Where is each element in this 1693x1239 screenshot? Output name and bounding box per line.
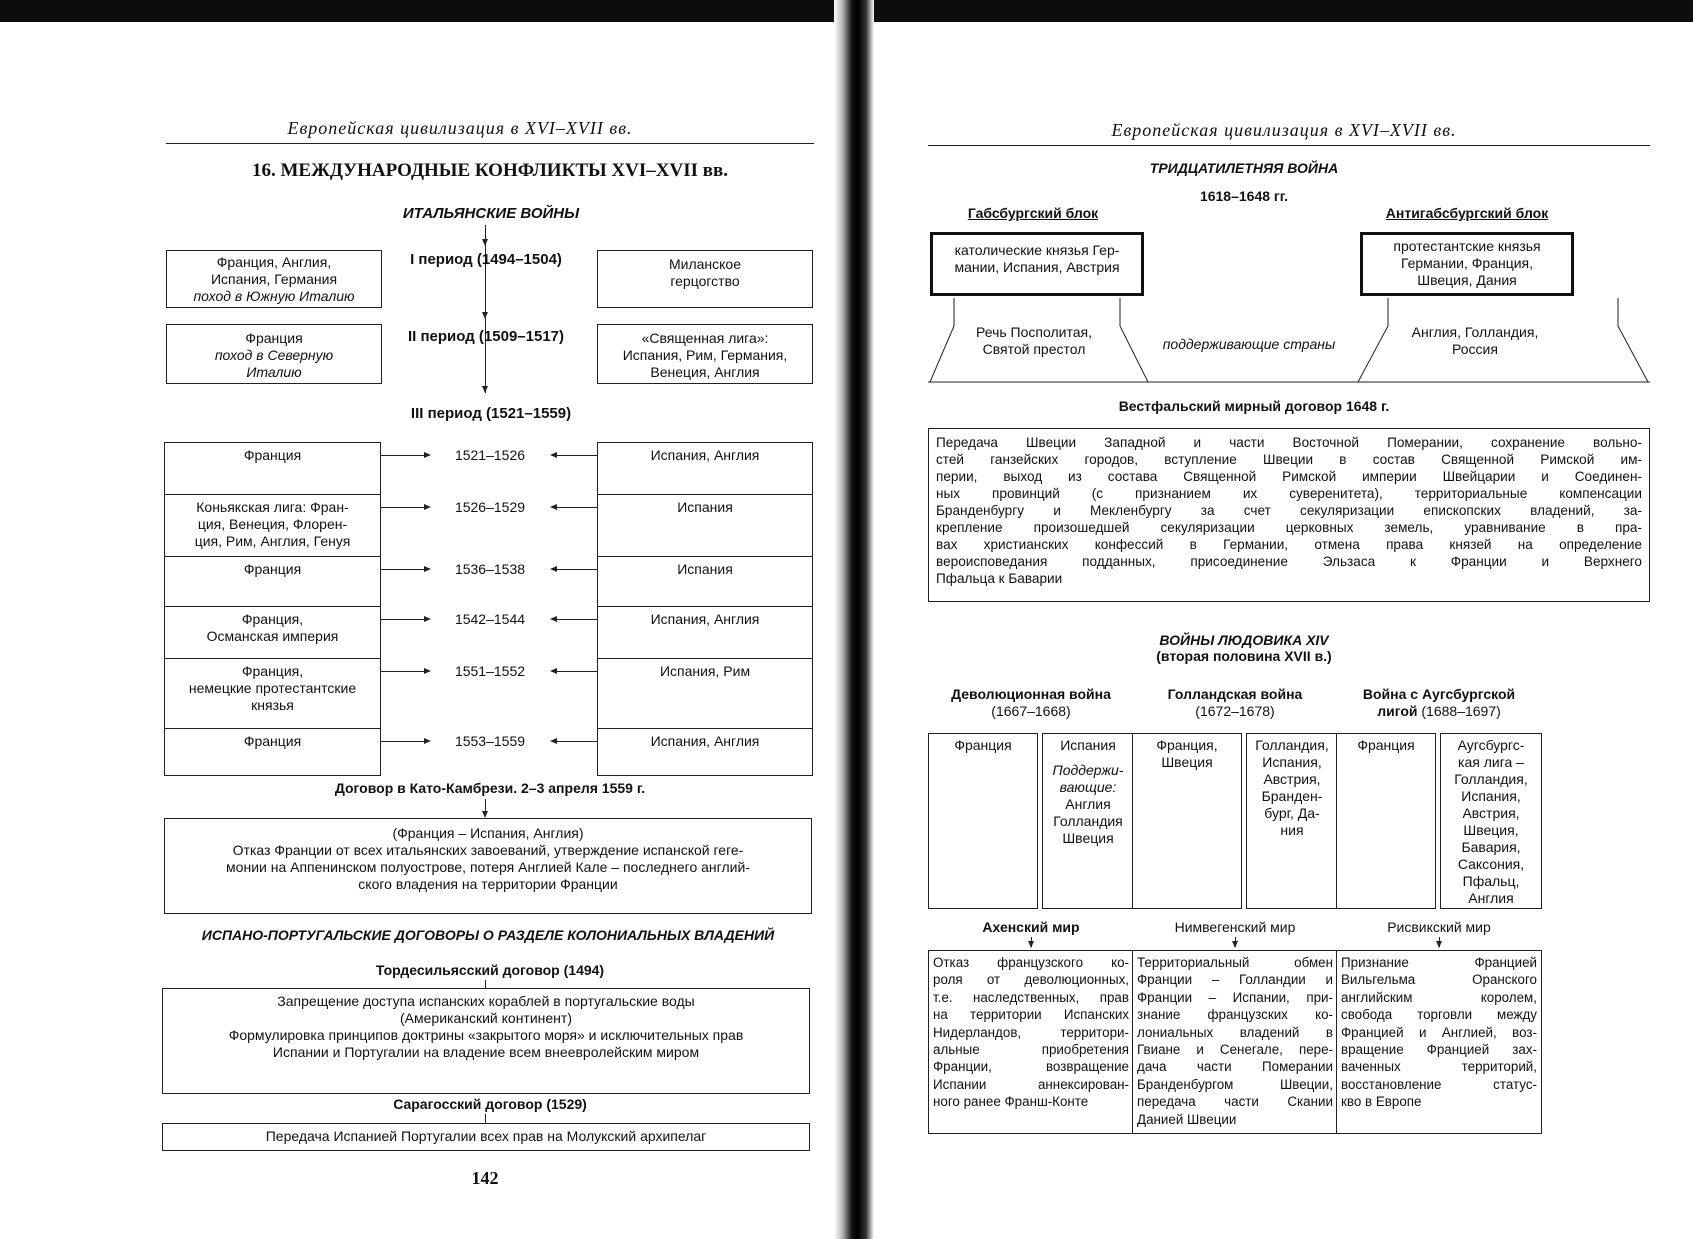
peace-text-line: альные приобретения bbox=[933, 1042, 1129, 1058]
war-years: (1667–1668) bbox=[991, 703, 1071, 719]
war-supporters: Англия bbox=[1065, 796, 1111, 812]
treaty-parties: (Франция – Испания, Англия) bbox=[392, 825, 584, 841]
period1-left-line: Испания, Германия bbox=[210, 271, 338, 287]
period2-left-line: поход в Северную bbox=[214, 347, 334, 363]
peace-text-line: т.е. наследственных, прав bbox=[933, 989, 1129, 1005]
support-left-line: Святой престол bbox=[982, 341, 1086, 357]
thirty-years-dates: 1618–1648 гг. bbox=[1199, 188, 1289, 204]
arrow-left bbox=[550, 616, 557, 622]
row-divider bbox=[164, 494, 381, 495]
period3-row-left bbox=[166, 499, 379, 550]
westphalia-line: стей ганзейских городов, вступление Швеции в состав Священной Римской им- bbox=[936, 452, 1642, 467]
header-rule bbox=[166, 143, 814, 144]
habsburg-line: католические князья Гер- bbox=[954, 242, 1120, 258]
period3-label: III период (1521–1559) bbox=[410, 405, 572, 422]
peace-text-line: Франции, возвращение bbox=[933, 1059, 1129, 1075]
arrow-left bbox=[550, 566, 557, 572]
louis-heading: ВОЙНЫ ЛЮДОВИКА XIV bbox=[1159, 632, 1329, 648]
war-supporters-label: вающие: bbox=[1059, 779, 1117, 795]
period3-row-left bbox=[166, 447, 379, 464]
war-side-right-line: Швеция, bbox=[1463, 822, 1519, 838]
arrow-right bbox=[424, 504, 431, 510]
period3-row-left bbox=[166, 561, 379, 578]
peace-title: Ахенский мир bbox=[982, 919, 1080, 935]
war-side-left-line: Франция bbox=[954, 737, 1012, 753]
arrow-line bbox=[381, 507, 427, 508]
war-side-right bbox=[1246, 733, 1338, 909]
period1-right-box bbox=[597, 250, 813, 308]
peace-text-box bbox=[1132, 950, 1338, 1134]
war-side-right-line: Бавария, bbox=[1461, 839, 1521, 855]
period3-row-years: 1551–1552 bbox=[454, 663, 526, 679]
treaty-line: монии на Аппенинском полуострове, потеря Англией Кале – последнего англий- bbox=[226, 859, 750, 875]
treaty-title: Договор в Като-Камбрези. 2–3 апреля 1559 г. bbox=[334, 780, 646, 796]
period3-row-left-line: Франция bbox=[243, 561, 302, 577]
tordesillas-line: Запрещение доступа испанских кораблей в португальские воды bbox=[277, 993, 695, 1009]
zaragoza-box: Передача Испанией Португалии всех прав на Молукский архипелаг bbox=[162, 1123, 810, 1151]
period1-label: I период (1494–1504) bbox=[410, 251, 562, 268]
war-name-cont: лигой bbox=[1377, 703, 1418, 719]
period3-row-left-line: князья bbox=[251, 697, 294, 713]
period3-row-left-line: Османская империя bbox=[206, 628, 339, 644]
habsburg-label: Габсбургский блок bbox=[967, 205, 1099, 221]
period3-row-left-line: ция, Венеция, Флорен- bbox=[197, 516, 348, 532]
peace-text-line: знание французских ко- bbox=[1137, 1007, 1333, 1023]
period3-row-left-line: Франция, bbox=[241, 663, 304, 679]
war-side-left bbox=[1336, 733, 1436, 909]
peace-text-line: Отказ французского ко- bbox=[933, 955, 1129, 970]
left-page bbox=[0, 22, 834, 1239]
arrow-line bbox=[552, 671, 597, 672]
arrow-right bbox=[424, 738, 431, 744]
war-name: Деволюционная война bbox=[951, 686, 1111, 702]
period3-row-left-line: ция, Рим, Англия, Генуя bbox=[194, 533, 351, 549]
war-side-right-line: кая лига – bbox=[1458, 754, 1524, 770]
support-right-line: Англия, Голландия, bbox=[1411, 324, 1539, 340]
period3-row-left-line: Франция, bbox=[241, 611, 304, 627]
war-side-right-line: Австрия, bbox=[1263, 771, 1321, 787]
period2-left-line: Франция bbox=[245, 330, 303, 346]
war-years-line bbox=[1132, 703, 1338, 720]
period2-label: II период (1509–1517) bbox=[407, 328, 564, 345]
page-title: 16. МЕЖДУНАРОДНЫЕ КОНФЛИКТЫ XVI–XVII вв. bbox=[251, 160, 729, 181]
peace-text-line: лониальных владений в bbox=[1137, 1024, 1333, 1040]
row-divider bbox=[164, 658, 381, 659]
peace-text-line: Испании аннексирован- bbox=[933, 1076, 1129, 1092]
war-side-right-line: Испания, bbox=[1262, 754, 1322, 770]
war-side-left bbox=[928, 733, 1038, 909]
war-side-right-line: Испания bbox=[1060, 737, 1116, 753]
arrow-line bbox=[552, 455, 597, 456]
row-divider bbox=[164, 606, 381, 607]
peace-text-line: дача части Померании bbox=[1137, 1059, 1333, 1075]
war-supporters: Швеция bbox=[1062, 830, 1114, 846]
westphalia-line: ных провинций (с признанием их суверенитета), территориальные компенсации bbox=[936, 486, 1642, 501]
arrow-line bbox=[552, 619, 597, 620]
westphalia-line: перии, выход из состава Священной Римской империи Швейцарии и Соединен- bbox=[936, 469, 1642, 484]
war-header bbox=[1336, 686, 1542, 720]
thirty-years-heading: ТРИДЦАТИЛЕТНЯЯ ВОЙНА bbox=[1149, 160, 1339, 176]
war-side-left-line: Франция, bbox=[1156, 737, 1218, 753]
spacer bbox=[1043, 754, 1133, 762]
period3-row-right: Испания bbox=[677, 499, 733, 515]
period3-row-right: Испания, Англия bbox=[650, 447, 760, 463]
period3-row-years: 1536–1538 bbox=[454, 561, 526, 577]
period1-left-line: Франция, Англия, bbox=[216, 254, 332, 270]
war-side-right-line: Англия bbox=[1468, 890, 1514, 906]
right-page bbox=[874, 22, 1693, 1239]
arrow-down bbox=[482, 312, 488, 319]
anti-line: Швеция, Дания bbox=[1417, 272, 1517, 288]
support-left-box bbox=[944, 324, 1124, 358]
arrow-line bbox=[381, 569, 427, 570]
zaragoza-title: Сарагосский договор (1529) bbox=[250, 1096, 730, 1113]
period1-left-line: поход в Южную Италию bbox=[193, 288, 355, 304]
treaty-line: ского владения на территории Франции bbox=[358, 876, 618, 892]
period3-row-years: 1526–1529 bbox=[454, 499, 526, 515]
peace-text-line: Признание Францией bbox=[1341, 955, 1537, 970]
period2-right-line: Венеция, Англия bbox=[650, 364, 760, 380]
war-side-left-line: Швеция bbox=[1161, 754, 1213, 770]
peace-text-line: восстановление статус- bbox=[1341, 1076, 1537, 1092]
war-side-right-line: Голландия, bbox=[1454, 771, 1528, 787]
tordesillas-box bbox=[162, 988, 810, 1094]
peace-title: Рисвикский мир bbox=[1387, 919, 1491, 935]
war-years: (1672–1678) bbox=[1195, 703, 1275, 719]
peace-text-line: Нидерландов, территори- bbox=[933, 1024, 1129, 1040]
arrow-left bbox=[550, 738, 557, 744]
period1-right-line: герцогство bbox=[670, 273, 740, 289]
war-years-line bbox=[928, 703, 1134, 720]
arrow-line bbox=[381, 741, 427, 742]
row-divider bbox=[597, 494, 813, 495]
arrow-down bbox=[1028, 941, 1034, 948]
peace-text-line: вращение Францией зах- bbox=[1341, 1042, 1537, 1058]
anti-habsburg-box bbox=[1360, 232, 1574, 296]
period3-left-column bbox=[164, 442, 381, 776]
arrow-line bbox=[381, 671, 427, 672]
westphalia-line: крепление произошедшей секуляризации церковных земель, уравнивание в пра- bbox=[936, 520, 1642, 535]
period3-row-left-line: Франция bbox=[243, 447, 302, 463]
arrow-line bbox=[552, 741, 597, 742]
period3-row-right: Испания, Рим bbox=[659, 663, 751, 679]
period2-right-line: «Священная лига»: bbox=[641, 330, 769, 346]
italian-wars-heading: ИТАЛЬЯНСКИЕ ВОЙНЫ bbox=[402, 205, 580, 222]
arrow-line bbox=[552, 569, 597, 570]
war-side-right bbox=[1042, 733, 1134, 909]
support-left-line: Речь Посполитая, bbox=[976, 324, 1092, 340]
peace-text-line: Вильгельма Оранского bbox=[1341, 972, 1537, 988]
period3-row-right: Испания, Англия bbox=[650, 733, 760, 749]
arrow-line bbox=[381, 619, 427, 620]
westphalia-line: Пфальца к Баварии bbox=[936, 571, 1063, 586]
row-divider bbox=[597, 606, 813, 607]
arrow-left bbox=[550, 668, 557, 674]
arrow-down bbox=[482, 239, 488, 246]
peace-text-line: Гвиане и Сенегале, пере- bbox=[1137, 1042, 1333, 1058]
period2-left-box bbox=[166, 324, 382, 384]
westphalia-line: вероисповедания подданных, присоединение Эльзаса к Франции и Верхнего bbox=[936, 554, 1642, 569]
colonial-heading: ИСПАНО-ПОРТУГАЛЬСКИЕ ДОГОВОРЫ О РАЗДЕЛЕ КОЛОНИАЛЬНЫХ ВЛАДЕНИЙ bbox=[201, 927, 775, 943]
period3-row-years: 1542–1544 bbox=[454, 611, 526, 627]
anti-habsburg-label: Антигабсбургский блок bbox=[1385, 205, 1549, 221]
war-side-right-line: Пфальц, bbox=[1462, 873, 1520, 889]
war-supporters-label: Поддержи- bbox=[1052, 762, 1124, 778]
arrow-right bbox=[424, 616, 431, 622]
treaty-line: Отказ Франции от всех итальянских завоеваний, утверждение испанской геге- bbox=[232, 842, 744, 858]
peace-text-line: Территориальный обмен bbox=[1137, 955, 1333, 970]
tordesillas-line: Испании и Португалии на владение всем внеевролейским миром bbox=[272, 1044, 700, 1060]
peace-text-line: Францией и Англией, воз- bbox=[1341, 1024, 1537, 1040]
peace-text-box bbox=[928, 950, 1134, 1134]
support-label: поддерживающие страны bbox=[1162, 336, 1336, 352]
peace-text-line: Франции – Голландии и bbox=[1137, 972, 1333, 988]
tordesillas-line: Формулировка принципов доктрины «закрытого моря» и исключительных прав bbox=[228, 1027, 744, 1043]
period3-row-right: Испания bbox=[677, 561, 733, 577]
period1-right-line: Миланское bbox=[668, 256, 742, 272]
arrow-down bbox=[482, 811, 488, 818]
tordesillas-title: Тордесильясский договор (1494) bbox=[375, 962, 605, 978]
peace-text-box bbox=[1336, 950, 1542, 1134]
habsburg-box bbox=[930, 232, 1144, 296]
header-rule bbox=[928, 145, 1650, 146]
running-head: Европейская цивилизация в XVI–XVII вв. bbox=[287, 118, 633, 138]
row-divider bbox=[164, 556, 381, 557]
period3-row-left-line: Франция bbox=[243, 733, 302, 749]
period2-right-box bbox=[597, 324, 813, 384]
war-side-right bbox=[1440, 733, 1542, 909]
peace-text-line: на территории Испанских bbox=[933, 1007, 1129, 1023]
war-years-line bbox=[1336, 703, 1542, 720]
period3-row-left-line: немецкие протестантские bbox=[188, 680, 357, 696]
arrow-down bbox=[1436, 941, 1442, 948]
war-side-right-line: Бранден- bbox=[1261, 788, 1323, 804]
peace-text-line: кво в Европе bbox=[1341, 1094, 1422, 1110]
peace-text-line: роля от деволюционных, bbox=[933, 972, 1129, 988]
book-spine bbox=[834, 0, 874, 1239]
arrow-line bbox=[381, 455, 427, 456]
anti-line: Германии, Франция, bbox=[1400, 255, 1534, 271]
period1-left-box bbox=[166, 250, 382, 308]
war-side-right-line: Голландия, bbox=[1255, 737, 1329, 753]
peace-text-line: Франции – Испании, при- bbox=[1137, 989, 1333, 1005]
louis-subheading: (вторая половина XVII в.) bbox=[1156, 648, 1332, 664]
war-side-right-line: Саксония, bbox=[1457, 856, 1525, 872]
war-header bbox=[1132, 686, 1338, 720]
peace-text-line: Данией Швеции bbox=[1137, 1111, 1237, 1127]
arrow-left bbox=[550, 452, 557, 458]
peace-text-line: ваченных территорий, bbox=[1341, 1059, 1537, 1075]
row-divider bbox=[597, 556, 813, 557]
period3-row-left bbox=[166, 663, 379, 714]
war-side-left bbox=[1132, 733, 1242, 909]
peace-text-line: Бранденбургом Швеции, bbox=[1137, 1076, 1333, 1092]
period3-row-left-line: Коньякская лига: Фран- bbox=[196, 499, 349, 515]
period3-row-years: 1521–1526 bbox=[454, 447, 526, 463]
period3-row-right: Испания, Англия bbox=[650, 611, 760, 627]
period3-right-column bbox=[597, 442, 813, 776]
treaty-box bbox=[164, 818, 812, 914]
period2-right-line: Испания, Рим, Германия, bbox=[622, 347, 788, 363]
period2-left-line: Италию bbox=[246, 364, 302, 380]
war-supporters: Голландия bbox=[1053, 813, 1123, 829]
page-number: 142 bbox=[471, 1168, 499, 1188]
arrow-line bbox=[552, 507, 597, 508]
war-side-right-line: Аугсбургс- bbox=[1457, 737, 1525, 753]
row-divider bbox=[597, 728, 813, 729]
arrow-left bbox=[550, 504, 557, 510]
period3-row-years: 1553–1559 bbox=[454, 733, 526, 749]
arrow-right bbox=[424, 566, 431, 572]
war-side-right-line: бург, Да- bbox=[1264, 805, 1320, 821]
period3-row-left bbox=[166, 733, 379, 750]
peace-title: Нимвегенский мир bbox=[1174, 919, 1296, 935]
arrow-right bbox=[424, 668, 431, 674]
row-divider bbox=[164, 728, 381, 729]
running-head: Европейская цивилизация в XVI–XVII вв. bbox=[1111, 120, 1457, 140]
row-divider bbox=[597, 658, 813, 659]
tordesillas-line: (Американский континент) bbox=[400, 1010, 572, 1026]
westphalia-line: Передача Швеции Западной и части Восточной Померании, сохранение вольно- bbox=[936, 435, 1642, 450]
arrow-right bbox=[424, 452, 431, 458]
war-side-right-line: ния bbox=[1280, 822, 1304, 838]
arrow-down bbox=[482, 386, 488, 393]
westphalia-line: Бранденбургу и Мекленбургу за счет секуляризации епископских владений, за- bbox=[936, 503, 1642, 518]
war-side-left-line: Франция bbox=[1357, 737, 1415, 753]
war-header bbox=[928, 686, 1134, 720]
habsburg-line: мании, Испания, Австрия bbox=[954, 259, 1120, 275]
anti-line: протестантские князья bbox=[1393, 238, 1541, 254]
peace-text-line: ного ранее Франш-Конте bbox=[933, 1094, 1089, 1110]
westphalia-line: вах христианских конфессий в Германии, отмена права князей на определение bbox=[936, 537, 1642, 552]
war-name: Война с Аугсбургской bbox=[1362, 686, 1516, 702]
peace-text-line: английским королем, bbox=[1341, 989, 1537, 1005]
war-years: (1688–1697) bbox=[1421, 703, 1501, 719]
war-side-right-line: Испания, bbox=[1461, 788, 1521, 804]
westphalia-box bbox=[928, 428, 1650, 602]
peace-text-line: передача части Скании bbox=[1137, 1094, 1333, 1110]
peace-text-line: свобода торговли между bbox=[1341, 1007, 1537, 1023]
war-side-right-line: Австрия, bbox=[1462, 805, 1520, 821]
support-right-box bbox=[1370, 324, 1580, 358]
period3-row-left bbox=[166, 611, 379, 645]
westphalia-title: Вестфальский мирный договор 1648 г. bbox=[1118, 398, 1390, 414]
arrow-down bbox=[1232, 941, 1238, 948]
war-name: Голландская война bbox=[1167, 686, 1303, 702]
support-right-line: Россия bbox=[1452, 341, 1498, 357]
